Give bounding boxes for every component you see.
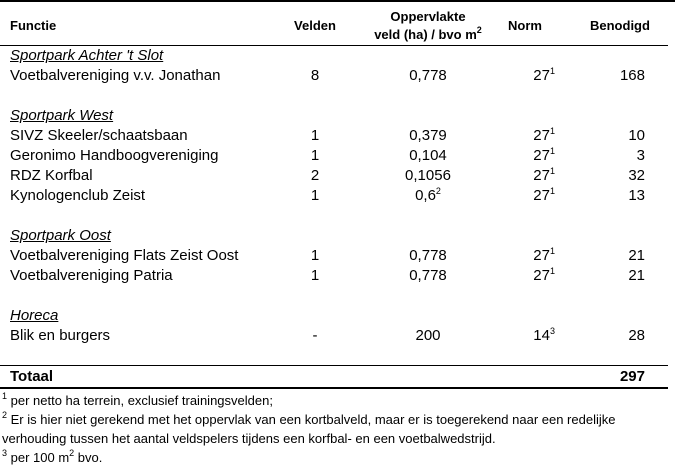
cell-functie [10,146,218,166]
cell-norm-sup: 1 [549,266,555,276]
cell-norm-value: 27 [533,67,550,84]
cell-velden-value: 1 [310,187,320,204]
cell-functie-value: Blik en burgers [10,327,111,344]
header-oppervlakte-line2 [348,26,508,44]
table-row [0,146,675,166]
header-velden: Velden [294,18,336,33]
cell-velden-value: 8 [310,67,320,84]
section-title-row [0,46,675,66]
cell-benodigd-value: 32 [628,167,645,184]
cell-benodigd-value: 28 [628,327,645,344]
cell-functie-value: RDZ Korfbal [10,167,93,184]
cell-norm [495,266,555,286]
cell-norm-value: 27 [533,127,550,144]
cell-velden [285,246,345,266]
cell-benodigd [580,186,645,206]
cell-velden-value: 1 [310,247,320,264]
cell-benodigd-value: 3 [636,147,645,164]
cell-functie [10,246,238,266]
cell-oppervlakte [368,126,488,146]
cell-norm-sup: 1 [549,146,555,156]
header-oppervlakte-sup: 2 [476,25,482,35]
cell-oppervlakte-value: 0,379 [409,127,447,144]
table-row [0,166,675,186]
cell-benodigd-value: 21 [628,247,645,264]
cell-norm-value: 14 [533,327,550,344]
cell-functie-value: Voetbalvereniging Patria [10,267,173,284]
cell-norm [495,146,555,166]
cell-velden [285,266,345,286]
cell-functie-value: SIVZ Skeeler/schaatsbaan [10,127,188,144]
cell-oppervlakte-sup: 2 [435,186,441,196]
cell-benodigd [580,246,645,266]
cell-functie [10,66,220,86]
cell-benodigd [580,166,645,186]
footnotes [2,391,667,467]
table-row [0,246,675,266]
cell-oppervlakte-value: 200 [415,327,441,344]
cell-velden-value: 1 [310,127,320,144]
cell-benodigd [580,146,645,166]
cell-oppervlakte-value: 0,778 [409,247,447,264]
header-benodigd: Benodigd [590,18,650,33]
cell-functie [10,166,93,186]
cell-benodigd [580,126,645,146]
section-title: Sportpark West [10,107,114,124]
cell-velden [285,126,345,146]
cell-oppervlakte [368,186,488,206]
cell-velden [285,166,345,186]
footnote-3-mark: 3 [2,448,8,458]
header-norm: Norm [508,18,542,33]
cell-oppervlakte [368,326,488,346]
cell-norm-sup: 1 [549,126,555,136]
footnote-3-pre: per 100 m [7,450,70,465]
cell-norm-sup: 1 [549,166,555,176]
cell-velden-value: 1 [310,267,320,284]
cell-norm-sup: 1 [549,66,555,76]
cell-velden-value: - [312,327,318,344]
cell-benodigd-value: 10 [628,127,645,144]
cell-norm [495,66,555,86]
cell-oppervlakte [368,146,488,166]
cell-benodigd [580,266,645,286]
cell-velden [285,326,345,346]
cell-norm-sup: 1 [549,246,555,256]
cell-norm-value: 27 [533,167,550,184]
footnote-3-sup: 2 [69,448,75,458]
cell-functie-value: Geronimo Handboogvereniging [10,147,219,164]
header-oppervlakte-unit: veld (ha) / bvo m [374,27,477,42]
cell-oppervlakte [368,66,488,86]
table-top-border [0,0,675,2]
section-title-row [0,306,675,326]
total-divider [0,365,668,366]
cell-oppervlakte [368,166,488,186]
table-row [0,66,675,86]
cell-functie [10,326,110,346]
cell-velden-value: 1 [310,147,320,164]
cell-oppervlakte [368,246,488,266]
cell-norm [495,326,555,346]
cell-benodigd [580,66,645,86]
cell-oppervlakte-value: 0,104 [409,147,447,164]
cell-norm [495,186,555,206]
cell-benodigd [580,326,645,346]
table-row [0,326,675,346]
footnote-3-post: bvo. [74,450,103,465]
cell-oppervlakte-value: 0,6 [415,187,436,204]
table-row [0,126,675,146]
table-row [0,266,675,286]
cell-norm-value: 27 [533,187,550,204]
cell-functie-value: Voetbalvereniging v.v. Jonathan [10,67,221,84]
cell-oppervlakte-value: 0,778 [409,267,447,284]
cell-norm-value: 27 [533,147,550,164]
section-title: Sportpark Achter 't Slot [10,47,164,64]
cell-velden [285,186,345,206]
section-title: Sportpark Oost [10,227,111,244]
cell-functie [10,186,145,206]
cell-functie-value: Kynologenclub Zeist [10,187,146,204]
header-oppervlakte-line1: Oppervlakte [390,9,466,24]
cell-norm [495,246,555,266]
footnote-1-text: per netto ha terrein, exclusief trainingsvelden; [7,393,273,408]
footnote-3 [2,448,667,467]
cell-velden-value: 2 [310,167,320,184]
cell-benodigd-value: 168 [619,67,645,84]
section-title-row [0,106,675,126]
cell-velden [285,146,345,166]
header-functie: Functie [10,18,57,33]
total-row [0,367,675,387]
cell-functie-value: Voetbalvereniging Flats Zeist Oost [10,247,239,264]
footnote-1 [2,391,667,410]
section-title: Horeca [10,307,59,324]
cell-velden [285,66,345,86]
cell-functie [10,126,188,146]
header-oppervlakte [348,8,508,44]
cell-benodigd-value: 21 [628,267,645,284]
cell-oppervlakte [368,266,488,286]
cell-norm [495,166,555,186]
section-title-row [0,226,675,246]
cell-benodigd-value: 13 [628,187,645,204]
footnote-1-mark: 1 [2,391,8,401]
cell-oppervlakte-value: 0,778 [409,67,447,84]
cell-functie [10,266,173,286]
cell-norm-value: 27 [533,247,550,264]
total-value: 297 [619,368,645,385]
footnote-2-mark: 2 [2,410,8,420]
cell-oppervlakte-value: 0,1056 [405,167,451,184]
cell-norm [495,126,555,146]
cell-norm-value: 27 [533,267,550,284]
total-label: Totaal [10,368,54,385]
total-bottom-border [0,387,668,389]
cell-norm-sup: 3 [549,326,555,336]
footnote-2 [2,410,667,448]
footnote-2-text: Er is hier niet gerekend met het oppervlak van een kortbalveld, maar er is toegerekend naar een redelijke verhouding tussen het aantal veldspelers tijdens een korfbal- en een voetbalwedstrijd. [2,412,616,446]
cell-norm-sup: 1 [549,186,555,196]
table-row [0,186,675,206]
